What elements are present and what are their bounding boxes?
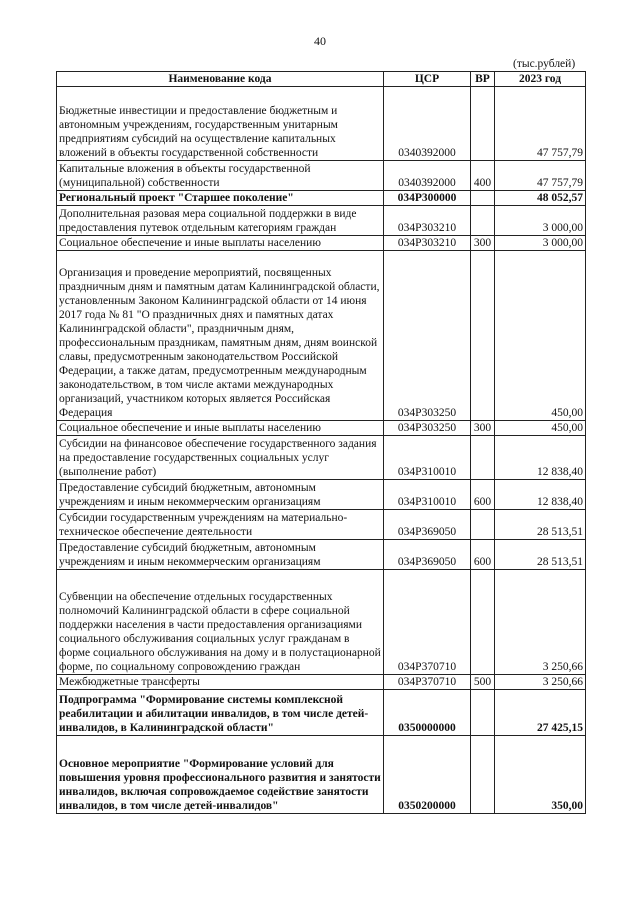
header-year: 2023 год [495,72,586,87]
row-name-cell: Бюджетные инвестиции и предоставление бюджетным и автономным учреждениям, государственным унитарным предприятиям субсидий на осуществление капитальных вложений в объекты государственной собственности [57,87,384,161]
row-amount-cell: 450,00 [495,251,586,421]
row-name-cell: Основное мероприятие "Формирование условий для повышения уровня профессионального развития и занятости инвалидов, включая сопровождаемое содействие занятости инвалидов, в том числе детей-инвалидов" [57,736,384,814]
row-name-cell: Предоставление субсидий бюджетным, автономным учреждениям и иным некоммерческим организациям [57,540,384,570]
row-vr-cell: 400 [471,161,495,191]
page-number: 40 [314,34,326,48]
row-vr-cell [471,510,495,540]
table-row [57,206,586,236]
row-amount-cell: 28 513,51 [495,510,586,540]
row-name-cell: Социальное обеспечение и иные выплаты населению [57,236,384,251]
row-csr-cell: 034Р369050 [384,510,471,540]
row-vr-cell [471,206,495,236]
row-csr-cell: 034Р303250 [384,421,471,436]
table-row [57,510,586,540]
table-row [57,421,586,436]
row-amount-cell: 3 000,00 [495,236,586,251]
row-vr-cell [471,251,495,421]
header-name: Наименование кода [57,72,384,87]
table-row [57,480,586,510]
table-row [57,251,586,421]
row-vr-cell [471,570,495,675]
row-csr-cell: 0350000000 [384,690,471,736]
row-vr-cell: 500 [471,675,495,690]
row-amount-cell: 3 250,66 [495,675,586,690]
row-vr-cell [471,736,495,814]
row-name-cell: Организация и проведение мероприятий, посвященных праздничным дням и памятным датам Калининградской области, установленным Законом Калининградской области от 14 июня 2017 года № 81 "О праздничных днях и памятных датах Калининградской области", праздничным дням, профессиональным праздникам, памятным дням, дням воинской славы, предусмотренным законодательством Российской Федерации, а также датам, предусмотренным международным законодательством, в том числе актами международных организаций, участником которых является Российская Федерация [57,251,384,421]
row-name-cell: Подпрограмма "Формирование системы комплексной реабилитации и абилитации инвалидов, в том числе детей-инвалидов, в Калининградской области" [57,690,384,736]
table-header-row [57,72,586,87]
table-row [57,570,586,675]
table-row [57,436,586,480]
row-csr-cell: 034Р303250 [384,251,471,421]
row-csr-cell: 034Р310010 [384,480,471,510]
row-name-cell: Региональный проект "Старшее поколение" [57,191,384,206]
row-csr-cell: 034Р369050 [384,540,471,570]
row-amount-cell: 48 052,57 [495,191,586,206]
header-csr: ЦСР [384,72,471,87]
row-vr-cell: 300 [471,236,495,251]
row-amount-cell: 28 513,51 [495,540,586,570]
row-vr-cell: 600 [471,540,495,570]
row-csr-cell: 034Р370710 [384,570,471,675]
row-amount-cell: 47 757,79 [495,161,586,191]
table-row [57,161,586,191]
row-vr-cell: 300 [471,421,495,436]
table-row [57,736,586,814]
units-label: (тыс.рублей) [513,58,576,70]
table-row [57,675,586,690]
row-amount-cell: 350,00 [495,736,586,814]
row-vr-cell [471,87,495,161]
row-name-cell: Субвенции на обеспечение отдельных государственных полномочий Калининградской области в сфере социальной поддержки населения в части предоставления организациями социального обслуживания социальных услуг гражданам в форме социального обслуживания на дому и в полустационарной форме, по социальному сопровождению граждан [57,570,384,675]
row-vr-cell [471,690,495,736]
row-vr-cell [471,191,495,206]
header-vr: ВР [471,72,495,87]
row-csr-cell: 034Р300000 [384,191,471,206]
row-name-cell: Субсидии на финансовое обеспечение государственного задания на предоставление государственных социальных услуг (выполнение работ) [57,436,384,480]
row-csr-cell: 034Р303210 [384,236,471,251]
table-row [57,690,586,736]
row-csr-cell: 0340392000 [384,161,471,191]
row-amount-cell: 47 757,79 [495,87,586,161]
row-name-cell: Предоставление субсидий бюджетным, автономным учреждениям и иным некоммерческим организациям [57,480,384,510]
row-name-cell: Социальное обеспечение и иные выплаты населению [57,421,384,436]
row-csr-cell: 0340392000 [384,87,471,161]
row-name-cell: Дополнительная разовая мера социальной поддержки в виде предоставления путевок отдельным категориям граждан [57,206,384,236]
row-amount-cell: 450,00 [495,421,586,436]
row-amount-cell: 12 838,40 [495,436,586,480]
table-row [57,236,586,251]
row-name-cell: Межбюджетные трансферты [57,675,384,690]
row-vr-cell: 600 [471,480,495,510]
row-csr-cell: 034Р303210 [384,206,471,236]
row-amount-cell: 12 838,40 [495,480,586,510]
table-row [57,191,586,206]
row-name-cell: Капитальные вложения в объекты государственной (муниципальной) собственности [57,161,384,191]
row-csr-cell: 034Р370710 [384,675,471,690]
row-csr-cell: 0350200000 [384,736,471,814]
row-vr-cell [471,436,495,480]
row-amount-cell: 27 425,15 [495,690,586,736]
budget-table [56,71,586,814]
row-amount-cell: 3 000,00 [495,206,586,236]
row-csr-cell: 034Р310010 [384,436,471,480]
row-name-cell: Субсидии государственным учреждениям на материально-техническое обеспечение деятельности [57,510,384,540]
row-amount-cell: 3 250,66 [495,570,586,675]
table-row [57,87,586,161]
table-row [57,540,586,570]
